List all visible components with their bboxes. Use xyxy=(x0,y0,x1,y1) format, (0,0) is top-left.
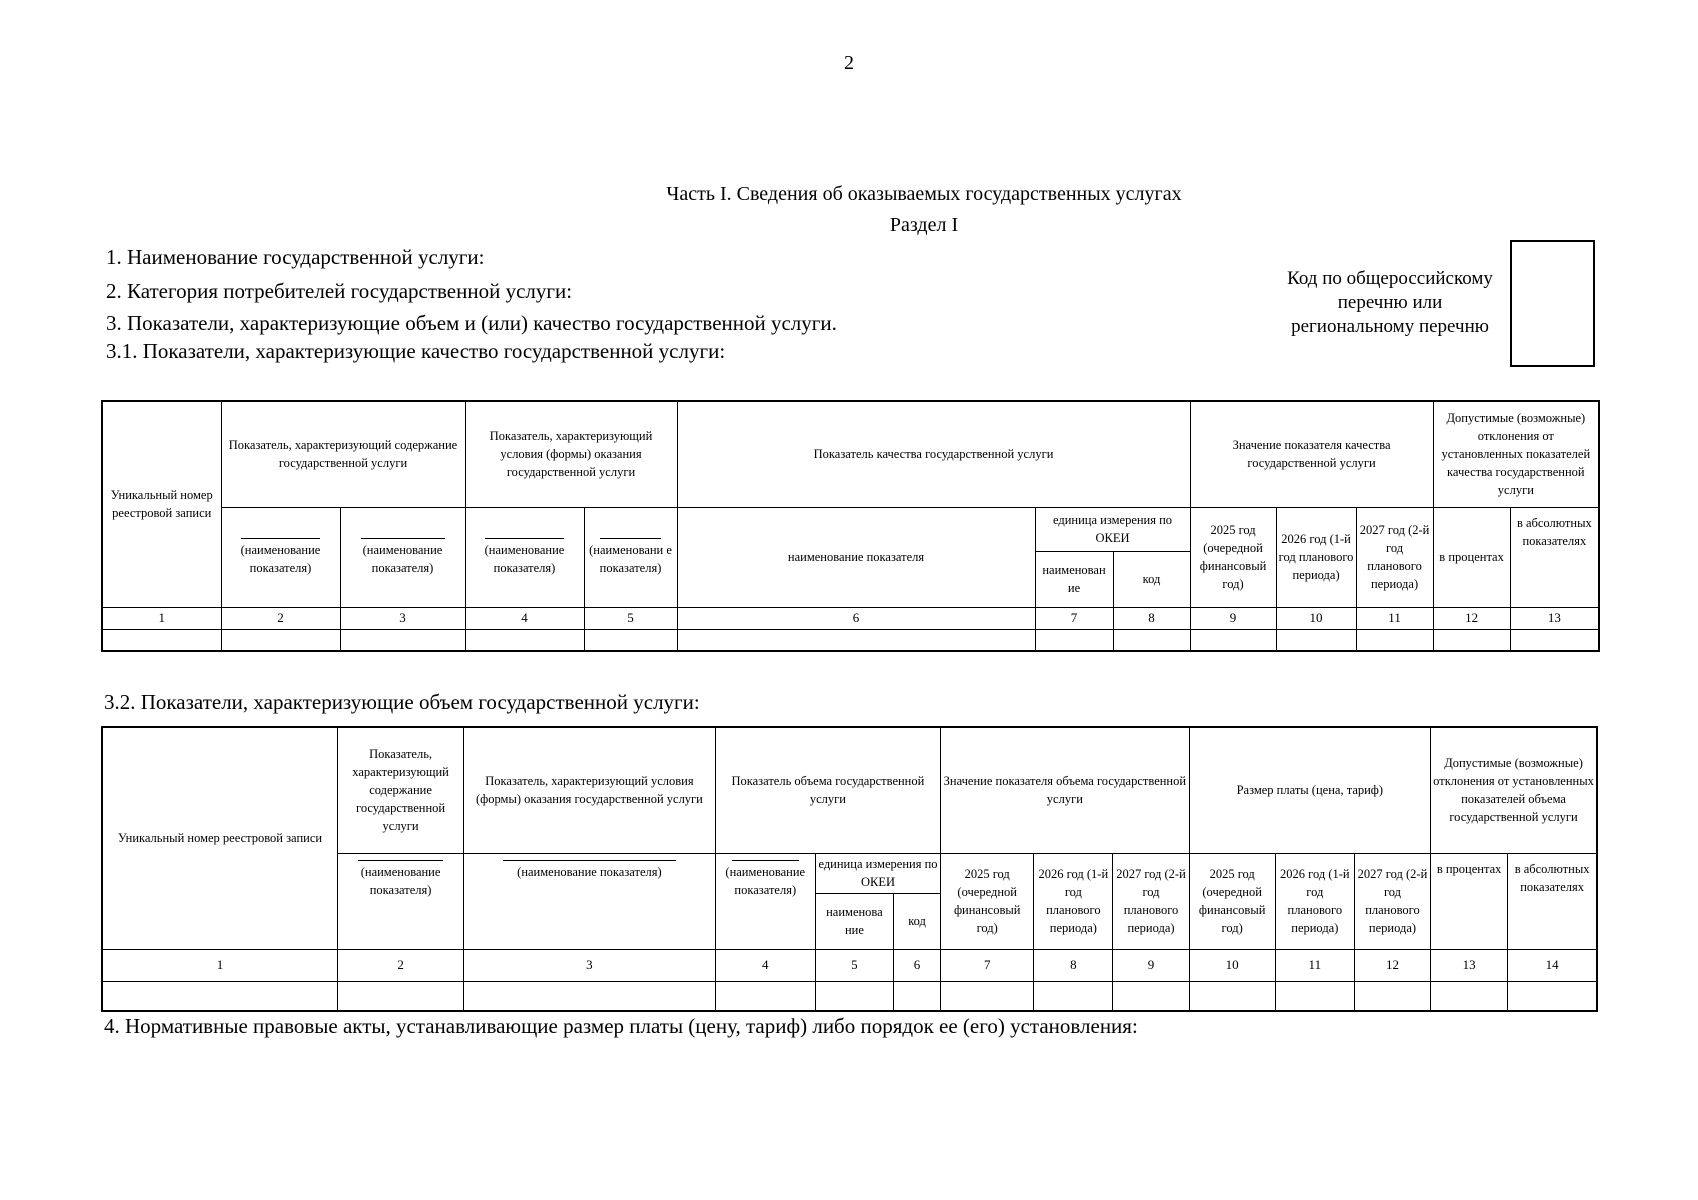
sub-indicator-name-1: (наименование показателя) xyxy=(337,853,463,949)
sub-year-2025: 2025 год (очередной финансовый год) xyxy=(1190,507,1276,607)
col-number: 2 xyxy=(221,607,340,629)
col-number: 2 xyxy=(337,949,463,981)
registry-code-label xyxy=(1270,267,1510,339)
header-quality-value: Значение показателя качества государственной услуги xyxy=(1190,401,1433,507)
sub-deviation-percent: в процентах xyxy=(1431,853,1508,949)
header-volume-indicator: Показатель объема государственной услуги xyxy=(715,727,940,853)
empty-cell[interactable] xyxy=(584,629,677,651)
col-number: 10 xyxy=(1189,949,1275,981)
empty-cell[interactable] xyxy=(1431,981,1508,1011)
registry-code-label-line3: региональному перечню xyxy=(1291,316,1489,337)
empty-cell[interactable] xyxy=(464,981,715,1011)
table-row xyxy=(102,629,1599,651)
empty-cell[interactable] xyxy=(1034,981,1113,1011)
empty-cell[interactable] xyxy=(1510,629,1599,651)
empty-cell[interactable] xyxy=(1113,981,1189,1011)
sub-indicator-name-1: (наименование показателя) xyxy=(221,507,340,607)
registry-code-label-line1: Код по общероссийскому xyxy=(1287,268,1493,289)
empty-cell[interactable] xyxy=(1275,981,1354,1011)
indicators-heading: 3. Показатели, характеризующие объем и (или) качество государственной услуги. xyxy=(106,311,837,335)
service-name-label: 1. Наименование государственной услуги: xyxy=(106,245,485,269)
header-unique-number: Уникальный номер реестровой записи xyxy=(102,401,221,607)
sub-deviation-absolute: в абсолютных показателях xyxy=(1510,507,1599,607)
empty-cell[interactable] xyxy=(1508,981,1597,1011)
col-number: 11 xyxy=(1275,949,1354,981)
header-fee: Размер платы (цена, тариф) xyxy=(1189,727,1430,853)
empty-cell[interactable] xyxy=(221,629,340,651)
empty-cell[interactable] xyxy=(677,629,1035,651)
empty-cell[interactable] xyxy=(1035,629,1113,651)
header-content-indicator: Показатель, характеризующий содержание государственной услуги xyxy=(221,401,465,507)
col-number: 5 xyxy=(584,607,677,629)
col-number: 9 xyxy=(1190,607,1276,629)
col-number: 7 xyxy=(1035,607,1113,629)
col-number: 9 xyxy=(1113,949,1189,981)
empty-cell[interactable] xyxy=(1433,629,1510,651)
sub-deviation-absolute: в абсолютных показателях xyxy=(1508,853,1597,949)
empty-cell[interactable] xyxy=(1276,629,1356,651)
col-number: 11 xyxy=(1356,607,1433,629)
sub-indicator-name-3: (наименование показателя) xyxy=(715,853,815,949)
empty-cell[interactable] xyxy=(1113,629,1190,651)
empty-cell[interactable] xyxy=(102,981,337,1011)
volume-indicators-heading: 3.2. Показатели, характеризующие объем государственной услуги: xyxy=(104,690,700,714)
section-title: Раздел I xyxy=(889,214,959,236)
col-number: 5 xyxy=(815,949,893,981)
empty-cell[interactable] xyxy=(941,981,1034,1011)
header-deviation: Допустимые (возможные) отклонения от установленных показателей объема государственной услуги xyxy=(1431,727,1597,853)
empty-cell[interactable] xyxy=(815,981,893,1011)
sub-indicator-name-4: (наименовани е показателя) xyxy=(584,507,677,607)
col-number: 7 xyxy=(941,949,1034,981)
col-number: 14 xyxy=(1508,949,1597,981)
volume-indicators-table xyxy=(101,726,1598,1012)
empty-cell[interactable] xyxy=(465,629,584,651)
col-number: 1 xyxy=(102,607,221,629)
header-conditions-indicator: Показатель, характеризующий условия (формы) оказания государственной услуги xyxy=(464,727,715,853)
empty-cell[interactable] xyxy=(1356,629,1433,651)
consumer-category-label: 2. Категория потребителей государственной услуги: xyxy=(106,279,573,303)
sub-volume-2026: 2026 год (1-й год планового периода) xyxy=(1034,853,1113,949)
header-quality-indicator: Показатель качества государственной услуги xyxy=(677,401,1190,507)
col-number: 6 xyxy=(894,949,941,981)
sub-okei-unit: единица измерения по ОКЕИ xyxy=(1035,507,1190,551)
sub-okei-name: наименова ние xyxy=(815,893,893,949)
header-content-indicator: Показатель, характеризующий содержание государственной услуги xyxy=(337,727,463,853)
col-number: 1 xyxy=(102,949,337,981)
empty-cell[interactable] xyxy=(715,981,815,1011)
sub-year-2027: 2027 год (2-й год планового периода) xyxy=(1356,507,1433,607)
sub-deviation-percent: в процентах xyxy=(1433,507,1510,607)
col-number: 8 xyxy=(1034,949,1113,981)
sub-indicator-name-2: (наименование показателя) xyxy=(340,507,465,607)
sub-okei-code: код xyxy=(1113,551,1190,607)
col-number: 10 xyxy=(1276,607,1356,629)
legal-acts-heading: 4. Нормативные правовые акты, устанавливающие размер платы (цену, тариф) либо порядок ее (его) установления: xyxy=(104,1014,1138,1038)
sub-volume-2025: 2025 год (очередной финансовый год) xyxy=(941,853,1034,949)
page-number: 2 xyxy=(844,52,854,74)
header-conditions-indicator: Показатель, характеризующий условия (формы) оказания государственной услуги xyxy=(465,401,677,507)
registry-code-box[interactable] xyxy=(1510,240,1595,367)
col-number: 4 xyxy=(465,607,584,629)
sub-quality-indicator-name: наименование показателя xyxy=(677,507,1035,607)
empty-cell[interactable] xyxy=(1189,981,1275,1011)
col-number: 12 xyxy=(1433,607,1510,629)
header-deviation: Допустимые (возможные) отклонения от установленных показателей качества государственной услуги xyxy=(1433,401,1599,507)
part-title: Часть I. Сведения об оказываемых государственных услугах xyxy=(666,183,1182,205)
sub-okei-name: наименован ие xyxy=(1035,551,1113,607)
table-row xyxy=(102,981,1597,1011)
col-number: 4 xyxy=(715,949,815,981)
empty-cell[interactable] xyxy=(894,981,941,1011)
quality-indicators-heading: 3.1. Показатели, характеризующие качество государственной услуги: xyxy=(106,339,726,363)
col-number: 8 xyxy=(1113,607,1190,629)
col-number: 13 xyxy=(1431,949,1508,981)
col-number: 3 xyxy=(464,949,715,981)
sub-year-2026: 2026 год (1-й год планового периода) xyxy=(1276,507,1356,607)
empty-cell[interactable] xyxy=(337,981,463,1011)
sub-okei-unit: единица измерения по ОКЕИ xyxy=(815,853,940,893)
sub-volume-2027: 2027 год (2-й год планового периода) xyxy=(1113,853,1189,949)
sub-okei-code: код xyxy=(894,893,941,949)
col-number: 13 xyxy=(1510,607,1599,629)
empty-cell[interactable] xyxy=(1190,629,1276,651)
header-volume-value: Значение показателя объема государственной услуги xyxy=(941,727,1189,853)
header-unique-number: Уникальный номер реестровой записи xyxy=(102,727,337,949)
col-number: 12 xyxy=(1354,949,1430,981)
sub-fee-2026: 2026 год (1-й год планового периода) xyxy=(1275,853,1354,949)
empty-cell[interactable] xyxy=(340,629,465,651)
col-number: 6 xyxy=(677,607,1035,629)
empty-cell[interactable] xyxy=(102,629,221,651)
sub-fee-2025: 2025 год (очередной финансовый год) xyxy=(1189,853,1275,949)
sub-indicator-name-2: (наименование показателя) xyxy=(464,853,715,949)
sub-indicator-name-3: (наименование показателя) xyxy=(465,507,584,607)
sub-fee-2027: 2027 год (2-й год планового периода) xyxy=(1354,853,1430,949)
registry-code-label-line2: перечню или xyxy=(1337,292,1443,313)
col-number: 3 xyxy=(340,607,465,629)
empty-cell[interactable] xyxy=(1354,981,1430,1011)
quality-indicators-table xyxy=(101,400,1600,652)
